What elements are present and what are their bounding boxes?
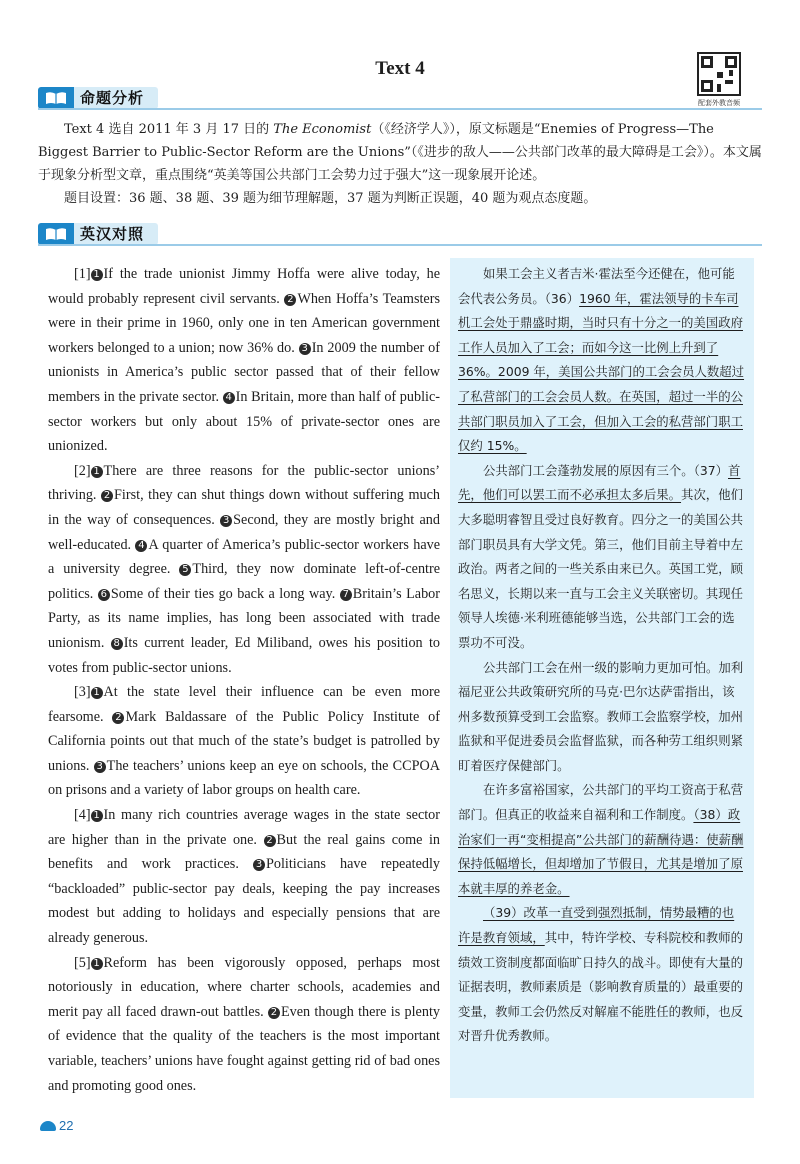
paragraph-number: [3] [74,684,91,701]
section-header-analysis [38,86,158,110]
sentence-number: 2 [112,712,124,724]
sentence-number: 3 [253,859,265,871]
sentence-number: 3 [94,761,106,773]
sentence-text: Even though there is plenty of evidence that the quality of the teachers is the most important variable, teachers’ unions have fought against getting rid of bad ones and promoting good ones. [48,1003,440,1094]
page-title: Text 4 [375,58,425,79]
sentence-text: Britain’s Labor Party, as its name implies, has long been associated with trade unionism. [48,585,440,651]
underlined-answer-text: 首先，他们可以罢工而不必承担太多后果。 [458,462,741,503]
english-paragraph [48,459,440,680]
sentence-text: Mark Baldassare of the Public Policy Institute of California points out that much of the state’s budget is patrolled by unions. [48,708,440,774]
sentence-number: 3 [299,343,311,355]
translation-text: 公共部门工会蓬勃发展的原因有三个。（37） [483,462,728,478]
sentence-number: 7 [340,589,352,601]
sentence-text: Second, they are mostly bright and well-educated. [48,511,440,553]
sentence-text: Third, they now dominate left-of-centre politics. [48,561,441,602]
paragraph-number: [2] [74,462,91,479]
sentence-text: First, they can shut things down without suffering much in the way of consequences. [48,487,440,528]
translation-text: 其次，他们大多聪明睿智且受过良好教育。四分之一的美国公共部门职员具有大学文凭。第三，他们目前主导着中左政治。两者之间的一些关系由来已久。英国工党，顾名思义，长期以来一直与工会主义关联密切。其现任领导人埃德·米利班德能够当选，公共部门工会的选票功不可没。 [458,487,743,650]
english-paragraph [48,262,440,459]
divider [38,244,762,246]
english-column [48,262,440,1098]
translation-text: 如果工会主义者吉米·霍法至今还健在，他可能会代表公务员。（36） [458,266,735,306]
sentence-text: In many rich countries average wages in the state sector are higher than in the private one. [48,807,440,848]
sentence-number: 8 [111,638,123,650]
sentence-number: 2 [101,490,113,502]
intro-text [38,118,762,210]
sentence-number: 2 [268,1007,280,1019]
sentence-text: Politicians have repeatedly “backloaded” public-sector pay deals, keeping the pay increases modest but adding to holidays and especially pensions that are already generous. [48,856,441,947]
sentence-number: 6 [98,589,110,601]
sentence-number: 4 [135,540,147,552]
sentence-number: 1 [91,810,103,822]
paragraph-number: [4] [74,807,91,824]
sentence-text: There are three reasons for the public-sector unions’ thriving. [48,462,440,504]
section-header-bilingual [38,222,158,246]
sentence-text: In Britain, more than half of public-sector workers but only about 15% of private-sector ones are unionized. [48,388,440,455]
leaf-icon [40,1121,56,1131]
chinese-paragraph [458,901,746,1049]
sentence-text: If the trade unionist Jimmy Hoffa were alive today, he would probably represent civil servants. [48,266,440,307]
qr-code-icon[interactable] [697,52,741,96]
english-paragraph [48,803,440,951]
sentence-number: 1 [91,269,103,281]
translation-text: 其中，特许学校、专科院校和教师的绩效工资制度都面临旷日持久的战斗。即使有大量的证据表明，教师素质是（影响教育质量的）最重要的变量，教师工会仍然反对解雇不能胜任的教师，也反对晋升优秀教师。 [458,930,743,1044]
translation-text: 在许多富裕国家，公共部门的平均工资高于私营部门。但真正的收益来自福利和工作制度。 [458,782,744,823]
translation-text: 公共部门工会在州一级的影响力更加可怕。加利福尼亚公共政策研究所的马克·巴尔达萨雷指出，该州多数预算受到工会监察。教师工会监察学校，加州监狱和平促进委员会监督监狱，而各种劳工组织则紧盯着医疗保健部门。 [458,659,744,773]
section-label: 命题分析 [74,87,158,109]
open-book-icon [38,87,74,109]
sentence-text: Reform has been vigorously opposed, perhaps most notoriously in education, where charter schools, academies and merit pay all faced drawn-out battles. [48,954,440,1020]
chinese-column [450,258,754,1098]
sentence-number: 1 [91,958,103,970]
underlined-answer-text: 1960 年，霍法领导的卡车司机工会处于鼎盛时期，当时只有十分之一的美国政府工作人员加入了工会；而如今这一比例上升到了 36%。2009 年，美国公共部门的工会会员人数超过了私营部门的工会会员人数。在英国，超过一半的公共部门职员加入了工会，但加入工会的私营部门职工仅约 15%。 [458,290,745,454]
underlined-answer-text: （39）改革一直受到强烈抵制，情势最糟的也许是教育领域， [458,905,735,946]
sentence-number: 5 [179,564,191,576]
paragraph-number: [1] [74,266,91,282]
chinese-paragraph [458,778,746,901]
chinese-paragraph [458,262,746,459]
english-paragraph [48,680,440,803]
source-title: The Economist [273,122,372,137]
sentence-number: 3 [220,515,232,527]
sentence-text: At the state level their influence can be even more fearsome. [48,684,440,725]
intro-paragraph: Text 4 选自 2011 年 3 月 17 日的 The Economist（《经济学人》），原文标题是“Enemies of Progress—The Biggest Barrier to Public-Sector Reform are the Unions”（《进步的敌人——公共部门改革的最大障碍是工会》）。本文属于现象分析型文章，重点围绕“英美等国公共部门工会势力过于强大”这一现象展开论述。 [38,122,762,183]
sentence-number: 4 [223,392,235,404]
chinese-paragraph [458,459,746,656]
divider [38,108,762,110]
qr-caption: 配套外教音频 [698,99,740,107]
sentence-text: When Hoffa’s Teamsters were in their prime in 1960, only one in ten American government workers belonged to a union; now 36% do. [48,290,440,356]
sentence-text: In 2009 the number of unionists in America’s public sector passed that of their fellow members in the private sector. [48,339,440,405]
open-book-icon [38,223,74,245]
paragraph-number: [5] [74,954,91,971]
chinese-paragraph [458,656,746,779]
sentence-text: Some of their ties go back a long way. [110,585,340,602]
sentence-number: 1 [91,466,103,478]
sentence-text: The teachers’ unions keep an eye on schools, the CCPOA on prisons and a variety of labor groups on health care. [48,757,440,799]
page-footer [40,1118,73,1133]
section-label: 英汉对照 [74,223,158,245]
sentence-number: 1 [91,687,103,699]
intro-paragraph: 题目设置：36 题、38 题、39 题为细节理解题，37 题为判断正误题，40 题为观点态度题。 [64,191,597,206]
english-paragraph [48,951,440,1099]
sentence-text: A quarter of America’s public-sector workers have a university degree. [48,536,441,578]
underlined-answer-text: （38）政治家们一再“变相提高”公共部门的薪酬待遇：使薪酬保持低幅增长，但却增加了节假日，尤其是增加了原本就丰厚的养老金。 [458,807,744,896]
page-number: 22 [59,1118,74,1133]
sentence-number: 2 [264,835,276,847]
sentence-text: But the real gains come in benefits and work practices. [48,831,440,873]
sentence-number: 2 [284,294,296,306]
sentence-text: Its current leader, Ed Miliband, owes his position to votes from public-sector unions. [48,634,440,676]
